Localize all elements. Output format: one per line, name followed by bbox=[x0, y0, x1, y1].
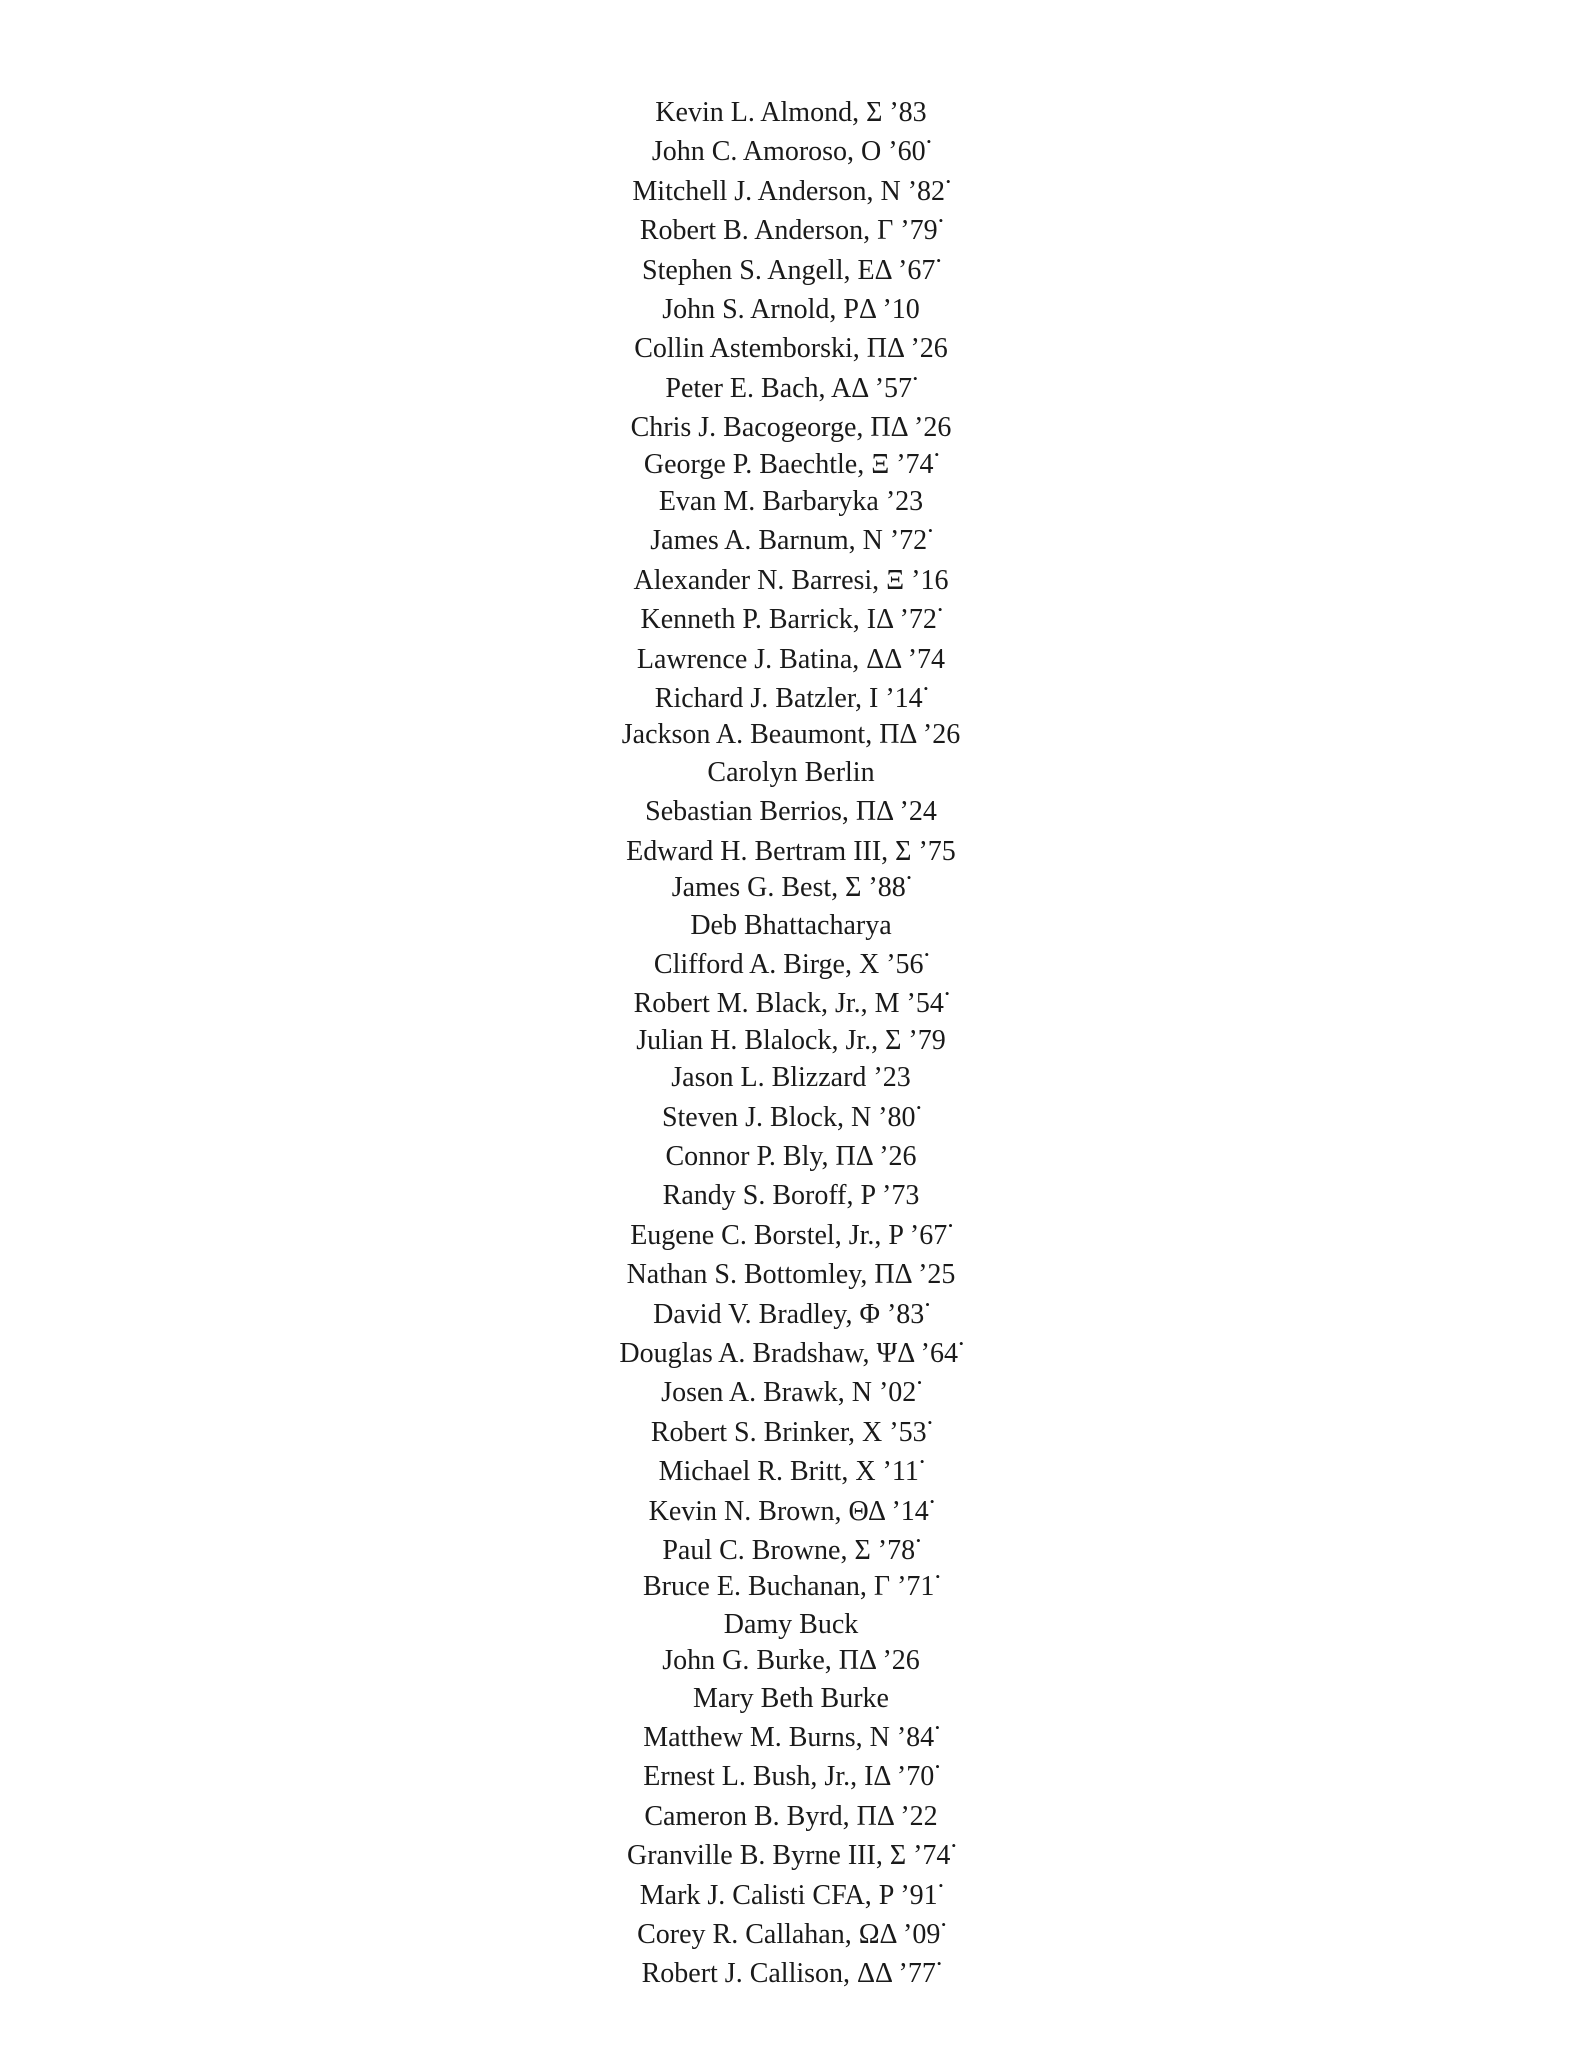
list-item bbox=[0, 1285, 1583, 1330]
member-name: Robert B. Anderson, Γ ’79 bbox=[639, 215, 938, 247]
bullet-mark: • bbox=[938, 213, 944, 229]
list-item bbox=[0, 551, 1583, 596]
list-item bbox=[0, 398, 1583, 444]
list-item bbox=[0, 935, 1583, 980]
member-name: Steven J. Block, N ’80 bbox=[661, 1101, 916, 1133]
member-name: Jackson A. Beaumont, ΠΔ ’26 bbox=[621, 719, 961, 751]
member-name: Robert M. Black, Jr., M ’54 bbox=[633, 988, 944, 1020]
member-name: Ernest L. Bush, Jr., IΔ ’70 bbox=[643, 1761, 935, 1793]
list-item bbox=[0, 1324, 1583, 1369]
list-item bbox=[0, 1905, 1583, 1951]
member-name: Collin Astemborski, ΠΔ ’26 bbox=[634, 333, 948, 365]
member-name: John G. Burke, ΠΔ ’26 bbox=[662, 1645, 920, 1677]
list-item bbox=[0, 1747, 1583, 1793]
list-item bbox=[0, 1127, 1583, 1172]
list-item bbox=[0, 708, 1583, 751]
member-name: Michael R. Britt, X ’11 bbox=[658, 1456, 919, 1488]
list-item bbox=[0, 1245, 1583, 1291]
list-item bbox=[0, 1166, 1583, 1212]
list-item bbox=[0, 822, 1583, 867]
member-name: Cameron B. Byrd, ΠΔ ’22 bbox=[644, 1800, 938, 1832]
list-item bbox=[0, 438, 1583, 480]
list-item bbox=[0, 974, 1583, 1020]
member-name: Jason L. Blizzard ’23 bbox=[671, 1062, 911, 1094]
list-item bbox=[0, 122, 1583, 168]
member-name: David V. Bradley, Φ ’83 bbox=[653, 1298, 925, 1330]
member-name: Alexander N. Barresi, Ξ ’16 bbox=[633, 564, 949, 596]
member-name: John C. Amoroso, O ’60 bbox=[651, 136, 926, 168]
bullet-mark: • bbox=[925, 1296, 930, 1312]
list-item bbox=[0, 511, 1583, 557]
list-item bbox=[0, 83, 1583, 128]
list-item bbox=[0, 472, 1583, 518]
member-name: Lawrence J. Batina, ΔΔ ’74 bbox=[636, 643, 946, 675]
list-item bbox=[0, 1206, 1583, 1251]
list-item bbox=[0, 1595, 1583, 1640]
bullet-mark: • bbox=[917, 1375, 922, 1391]
list-item bbox=[0, 1482, 1583, 1527]
bullet-mark: • bbox=[924, 946, 930, 962]
member-name: Deb Bhattacharya bbox=[690, 909, 892, 941]
bullet-mark: • bbox=[935, 1569, 940, 1585]
member-name: Josen A. Brawk, N ’02 bbox=[661, 1377, 917, 1409]
member-name: Mark J. Calisti CFA, P ’91 bbox=[639, 1879, 938, 1911]
list-item bbox=[0, 1866, 1583, 1911]
list-item bbox=[0, 1442, 1583, 1488]
bullet-mark: • bbox=[959, 1335, 964, 1351]
bullet-mark: • bbox=[935, 1720, 940, 1736]
bullet-mark: • bbox=[928, 523, 933, 539]
member-name: James A. Barnum, N ’72 bbox=[650, 525, 928, 557]
list-item bbox=[0, 201, 1583, 247]
member-name: George P. Baechtle, Ξ ’74 bbox=[643, 448, 934, 480]
bullet-mark: • bbox=[923, 680, 929, 696]
member-name: Nathan S. Bottomley, ΠΔ ’25 bbox=[626, 1259, 956, 1291]
list-item bbox=[0, 1634, 1583, 1677]
member-name: Peter E. Bach, AΔ ’57 bbox=[665, 372, 913, 404]
list-item bbox=[0, 1521, 1583, 1566]
list-item bbox=[0, 280, 1583, 325]
member-name: Stephen S. Angell, EΔ ’67 bbox=[642, 254, 936, 286]
member-name: Julian H. Blalock, Jr., Σ ’79 bbox=[636, 1024, 946, 1056]
list-item bbox=[0, 669, 1583, 714]
bullet-mark: • bbox=[913, 370, 918, 386]
member-name: Carolyn Berlin bbox=[707, 756, 875, 788]
list-item bbox=[0, 241, 1583, 286]
member-name: Clifford A. Birge, X ’56 bbox=[653, 948, 924, 980]
member-name: Robert J. Callison, ΔΔ ’77 bbox=[641, 1958, 936, 1990]
member-name: Kevin N. Brown, ΘΔ ’14 bbox=[648, 1495, 929, 1527]
bullet-mark: • bbox=[946, 173, 951, 189]
bullet-mark: • bbox=[941, 1917, 946, 1933]
list-item bbox=[0, 782, 1583, 828]
member-name: Chris J. Bacogeorge, ΠΔ ’26 bbox=[630, 412, 952, 444]
list-item bbox=[0, 1944, 1583, 1990]
member-name: Edward H. Bertram III, Σ ’75 bbox=[626, 835, 956, 867]
member-name: Matthew M. Burns, N ’84 bbox=[643, 1722, 935, 1754]
member-name: Damy Buck bbox=[723, 1608, 859, 1640]
list-item bbox=[0, 630, 1583, 675]
member-name: Sebastian Berrios, ΠΔ ’24 bbox=[645, 796, 937, 828]
member-name: Mary Beth Burke bbox=[693, 1682, 889, 1714]
bullet-mark: • bbox=[936, 252, 941, 268]
member-name: Eugene C. Borstel, Jr., P ’67 bbox=[630, 1219, 948, 1251]
member-name: Richard J. Batzler, I ’14 bbox=[654, 682, 923, 714]
member-name: Randy S. Boroff, P ’73 bbox=[662, 1180, 920, 1212]
member-name: Bruce E. Buchanan, Γ ’71 bbox=[643, 1571, 935, 1603]
bullet-mark: • bbox=[926, 134, 932, 150]
list-item bbox=[0, 1363, 1583, 1409]
bullet-mark: • bbox=[916, 1099, 922, 1115]
member-name: Douglas A. Bradshaw, ΨΔ ’64 bbox=[619, 1337, 959, 1369]
list-item bbox=[0, 1560, 1583, 1603]
bullet-mark: • bbox=[936, 1956, 942, 1972]
list-item bbox=[0, 1669, 1583, 1714]
member-name: Corey R. Callahan, ΩΔ ’09 bbox=[637, 1919, 941, 1951]
bullet-mark: • bbox=[916, 1532, 921, 1548]
list-item bbox=[0, 359, 1583, 404]
list-item bbox=[0, 743, 1583, 788]
member-name: Mitchell J. Anderson, N ’82 bbox=[632, 175, 946, 207]
bullet-mark: • bbox=[919, 1454, 925, 1470]
list-item bbox=[0, 590, 1583, 636]
list-item bbox=[0, 1014, 1583, 1056]
list-item bbox=[0, 162, 1583, 207]
member-name: Kevin L. Almond, Σ ’83 bbox=[655, 97, 927, 128]
member-name-list bbox=[0, 83, 1583, 1990]
member-name: Kenneth P. Barrick, IΔ ’72 bbox=[640, 604, 937, 636]
list-item bbox=[0, 1403, 1583, 1448]
list-item bbox=[0, 1708, 1583, 1754]
bullet-mark: • bbox=[929, 1493, 935, 1509]
list-item bbox=[0, 1826, 1583, 1872]
member-name: Robert S. Brinker, X ’53 bbox=[650, 1416, 927, 1448]
bullet-mark: • bbox=[951, 1838, 956, 1854]
bullet-mark: • bbox=[935, 1759, 940, 1775]
list-item bbox=[0, 861, 1583, 904]
member-name: John S. Arnold, PΔ ’10 bbox=[662, 293, 920, 325]
bullet-mark: • bbox=[948, 1217, 953, 1233]
bullet-mark: • bbox=[944, 986, 950, 1002]
list-item bbox=[0, 319, 1583, 365]
member-name: Evan M. Barbaryka ’23 bbox=[658, 486, 924, 518]
list-item bbox=[0, 1787, 1583, 1832]
member-name: James G. Best, Σ ’88 bbox=[671, 872, 906, 904]
bullet-mark: • bbox=[937, 602, 943, 618]
list-item bbox=[0, 1048, 1583, 1094]
list-item bbox=[0, 1088, 1583, 1133]
member-name: Granville B. Byrne III, Σ ’74 bbox=[627, 1840, 951, 1872]
member-name: Paul C. Browne, Σ ’78 bbox=[662, 1534, 916, 1566]
bullet-mark: • bbox=[934, 446, 940, 462]
bullet-mark: • bbox=[938, 1877, 944, 1893]
bullet-mark: • bbox=[906, 870, 912, 886]
list-item bbox=[0, 896, 1583, 941]
member-name: Connor P. Bly, ΠΔ ’26 bbox=[665, 1140, 917, 1172]
bullet-mark: • bbox=[927, 1414, 933, 1430]
